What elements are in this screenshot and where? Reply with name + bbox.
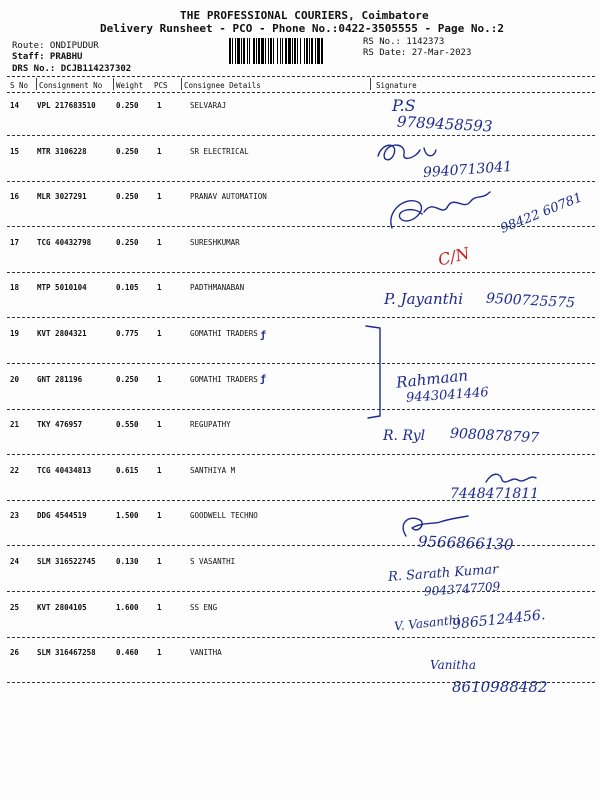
column-header-weight: Weight [116, 81, 144, 90]
row-divider [7, 591, 595, 592]
header-top-rule [7, 76, 595, 77]
pcs-cell: 1 [157, 603, 162, 612]
consignee-cell: REGUPATHY [190, 420, 231, 429]
weight-cell: 0.615 [116, 466, 139, 475]
pcs-cell: 1 [157, 511, 162, 520]
document-title: THE PROFESSIONAL COURIERS, Coimbatore [180, 9, 429, 22]
consignment-cell: VPL 217683510 [37, 101, 96, 110]
pcs-cell: 1 [157, 329, 162, 338]
phone-15: 9940713041 [422, 158, 513, 182]
weight-cell: 0.250 [116, 101, 139, 110]
signature-17: C/N [436, 243, 472, 270]
consignee-cell: PADTHMANABAN [190, 283, 245, 292]
overwrite-mark-20: ƒ [260, 374, 267, 385]
column-header-pcs: PCS [154, 81, 168, 90]
phone-14: 9789458593 [396, 112, 493, 136]
pcs-cell: 1 [157, 101, 162, 110]
weight-cell: 0.775 [116, 329, 139, 338]
header-bottom-rule [7, 92, 595, 93]
weight-cell: 1.600 [116, 603, 139, 612]
row-divider [7, 135, 595, 136]
phone-16: 98422 60781 [498, 190, 585, 237]
row-divider [7, 181, 595, 182]
signature-25: V. Vasanthi [393, 612, 461, 634]
consignee-cell: GOMATHI TRADERS [190, 329, 258, 338]
sno-cell: 16 [10, 192, 20, 201]
rs-number: RS No.: 1142373 [363, 37, 445, 47]
weight-cell: 0.105 [116, 283, 139, 292]
consignment-cell: GNT 281196 [37, 375, 83, 384]
signature-20: Rahmaan [395, 366, 469, 392]
consignee-cell: SR ELECTRICAL [190, 147, 249, 156]
consignee-cell: PRANAV AUTOMATION [190, 192, 267, 201]
row-divider [7, 363, 595, 364]
row-divider [7, 454, 595, 455]
pcs-cell: 1 [157, 147, 162, 156]
consignee-cell: SANTHIYA M [190, 466, 236, 475]
row-divider [7, 317, 595, 318]
sno-cell: 20 [10, 375, 20, 384]
consignment-cell: SLM 316522745 [37, 557, 96, 566]
consignment-cell: MTP 5010104 [37, 283, 87, 292]
column-separator [370, 78, 371, 90]
column-separator [36, 78, 37, 90]
column-header-consignment: Consignment No [39, 81, 103, 90]
weight-cell: 1.500 [116, 511, 139, 520]
weight-cell: 0.250 [116, 238, 139, 247]
consignment-cell: KVT 2804105 [37, 603, 87, 612]
weight-cell: 0.130 [116, 557, 139, 566]
signature-scribble-16 [378, 188, 498, 236]
weight-cell: 0.250 [116, 192, 139, 201]
consignment-cell: SLM 316467258 [37, 648, 96, 657]
phone-20: 9443041446 [405, 385, 490, 406]
consignee-cell: GOODWELL TECHNO [190, 511, 258, 520]
route-label: Route: ONDIPUDUR [12, 41, 99, 51]
overwrite-mark-19: ƒ [260, 330, 267, 341]
consignment-cell: MLR 3027291 [37, 192, 87, 201]
pcs-cell: 1 [157, 648, 162, 657]
column-header-signature: Signature [376, 81, 417, 90]
row-divider [7, 409, 595, 410]
sno-cell: 15 [10, 147, 20, 156]
weight-cell: 0.550 [116, 420, 139, 429]
phone-23: 9566866130 [417, 532, 514, 554]
signature-21: R. Ryl [383, 428, 426, 444]
sno-cell: 21 [10, 420, 20, 429]
sno-cell: 14 [10, 101, 20, 110]
consignment-cell: TCG 40434813 [37, 466, 92, 475]
pcs-cell: 1 [157, 283, 162, 292]
rs-date: RS Date: 27-Mar-2023 [363, 48, 472, 58]
consignment-cell: TCG 40432798 [37, 238, 92, 247]
row-divider [7, 637, 595, 638]
sno-cell: 23 [10, 511, 20, 520]
weight-cell: 0.460 [116, 648, 139, 657]
column-header-consignee: Consignee Details [184, 81, 261, 90]
sno-cell: 22 [10, 466, 20, 475]
column-separator [181, 78, 182, 90]
pcs-cell: 1 [157, 466, 162, 475]
pcs-cell: 1 [157, 375, 162, 384]
phone-18: 9500725575 [485, 290, 576, 312]
phone-26: 8610988482 [452, 678, 548, 696]
column-separator [113, 78, 114, 90]
signature-26: Vanitha [430, 658, 476, 672]
consignee-cell: S VASANTHI [190, 557, 236, 566]
consignee-cell: GOMATHI TRADERS [190, 375, 258, 384]
pcs-cell: 1 [157, 192, 162, 201]
sno-cell: 25 [10, 603, 20, 612]
pcs-cell: 1 [157, 420, 162, 429]
document-subtitle: Delivery Runsheet - PCO - Phone No.:0422-3505555 - Page No.:2 [100, 22, 504, 35]
phone-25: 9865124456. [451, 607, 547, 633]
sno-cell: 24 [10, 557, 20, 566]
signature-14: P.S [392, 96, 416, 115]
consignment-cell: DDG 4544519 [37, 511, 87, 520]
phone-24: 9043747709 [423, 579, 501, 599]
staff-label: Staff: PRABHU [12, 52, 83, 62]
column-header-sno: S No [10, 81, 29, 90]
consignee-cell: SS ENG [190, 603, 218, 612]
signature-scribble-22 [482, 468, 538, 488]
consignment-cell: MTR 3106228 [37, 147, 87, 156]
phone-21: 9080878797 [449, 425, 540, 447]
consignment-cell: TKY 476957 [37, 420, 83, 429]
consignee-cell: SURESHKUMAR [190, 238, 240, 247]
consignment-cell: KVT 2804321 [37, 329, 87, 338]
drs-number: DRS No.: DCJB114237302 [12, 64, 132, 74]
phone-22: 7448471811 [450, 486, 540, 502]
sno-cell: 26 [10, 648, 20, 657]
weight-cell: 0.250 [116, 375, 139, 384]
weight-cell: 0.250 [116, 147, 139, 156]
sno-cell: 17 [10, 238, 20, 247]
signature-18: P. Jayanthi [384, 290, 464, 308]
sno-cell: 18 [10, 283, 20, 292]
consignee-cell: SELVARAJ [190, 101, 227, 110]
row-divider [7, 272, 595, 273]
signature-24: R. Sarath Kumar [387, 562, 499, 585]
barcode [229, 38, 356, 64]
bracket-mark [362, 322, 392, 422]
sno-cell: 19 [10, 329, 20, 338]
pcs-cell: 1 [157, 557, 162, 566]
pcs-cell: 1 [157, 238, 162, 247]
consignee-cell: VANITHA [190, 648, 222, 657]
